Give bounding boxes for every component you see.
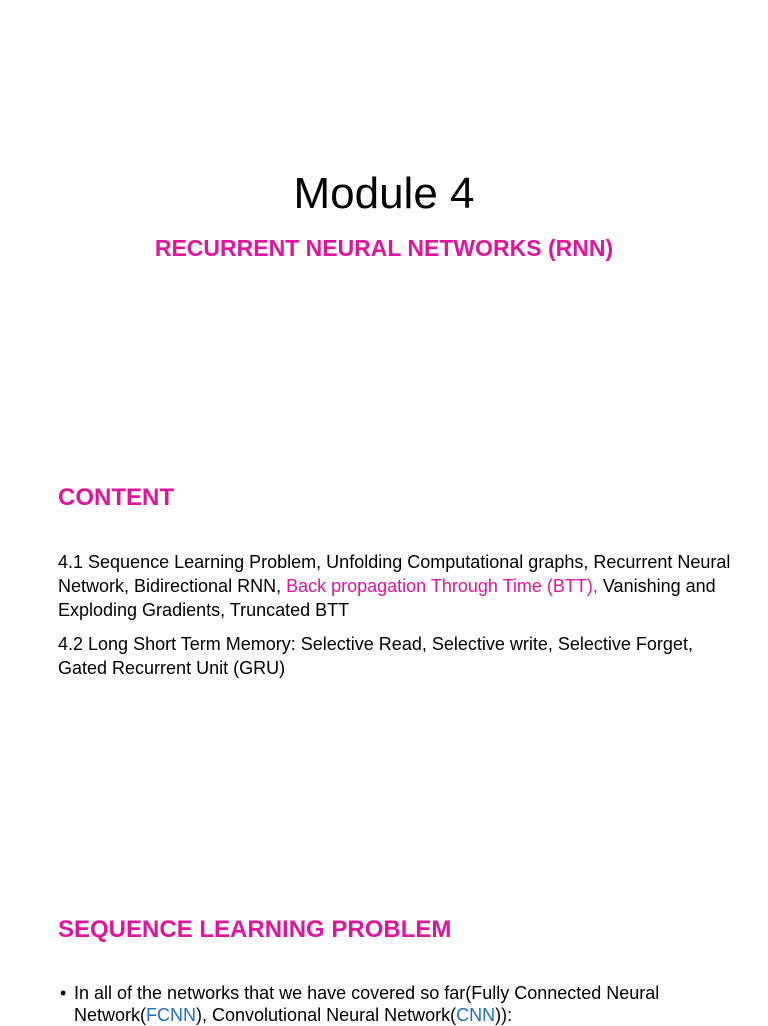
bullet-item	[60, 982, 750, 1026]
cnn-link[interactable]: CNN	[456, 1005, 496, 1025]
bullet-text	[74, 982, 750, 1026]
fcnn-link[interactable]: FCNN	[146, 1005, 197, 1025]
bullet-marker: •	[60, 983, 67, 1003]
bullet-text-c: )):	[495, 1005, 513, 1025]
content-item-4-2: 4.2 Long Short Term Memory: Selective Read, Selective write, Selective Forget, Gated Recurrent Unit (GRU)	[58, 634, 693, 678]
content-item-4-1	[58, 550, 738, 622]
bullet-text-a: In all of the networks that we have covered so far(Fully Connected Neural Network(	[74, 983, 660, 1025]
content-item-4-1-text-a: 4.1 Sequence Learning Problem, Unfolding Computational graphs, Recurrent Neural Network, Bidirectional RNN,	[58, 552, 731, 596]
content-item-4-1-highlight: Back propagation Through Time (BTT),	[286, 576, 598, 596]
sequence-learning-heading: SEQUENCE LEARNING PROBLEM	[58, 916, 452, 943]
page-title: Module 4	[293, 169, 475, 218]
bullet-text-b: ), Convolutional Neural Network(	[196, 1005, 457, 1025]
page-subtitle: RECURRENT NEURAL NETWORKS (RNN)	[154, 235, 614, 261]
content-item-4-1-text-b: Vanishing and Exploding Gradients, Truncated BTT	[58, 576, 716, 620]
content-heading: CONTENT	[58, 484, 174, 511]
